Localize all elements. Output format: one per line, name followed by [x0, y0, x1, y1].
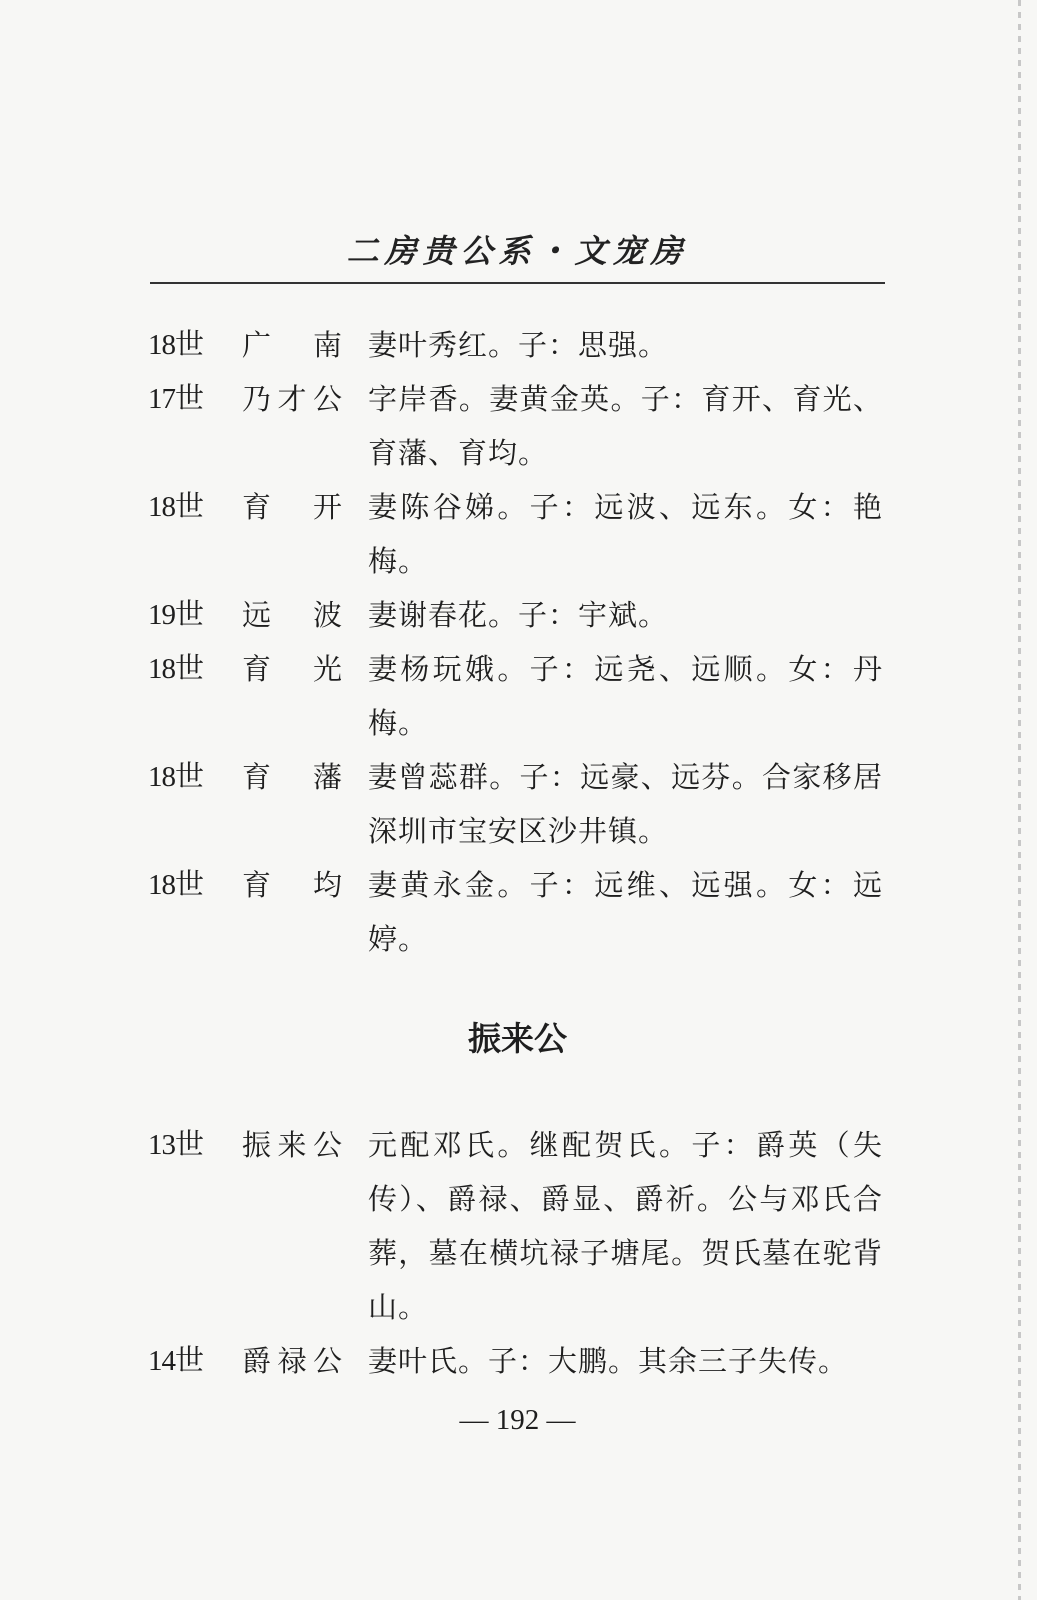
person-name: 爵禄公 — [242, 1344, 342, 1378]
generation-label: 18世 — [148, 869, 204, 901]
genealogy-entry — [148, 372, 888, 480]
entry-description: 妻杨玩娥。子：远尧、远顺。女：丹梅。 — [368, 652, 883, 740]
genealogy-entries-top — [148, 318, 888, 966]
entry-description: 妻曾蕊群。子：远豪、远芬。合家移居深圳市宝安区沙井镇。 — [368, 760, 883, 848]
entry-description: 字岸香。妻黄金英。子：育开、育光、育藩、育均。 — [368, 382, 883, 470]
person-name: 远 波 — [242, 598, 342, 632]
genealogy-entry — [148, 858, 888, 966]
person-name: 乃才公 — [242, 382, 342, 416]
generation-label: 19世 — [148, 599, 204, 631]
entry-description: 妻叶秀红。子：思强。 — [368, 328, 669, 362]
genealogy-entry — [148, 750, 888, 858]
entry-description: 妻陈谷娣。子：远波、远东。女：艳梅。 — [368, 490, 883, 578]
person-name: 育 光 — [242, 652, 342, 686]
section-title: 振来公 — [468, 1019, 567, 1058]
person-name: 育 均 — [242, 868, 342, 902]
person-name: 广 南 — [242, 328, 342, 362]
entry-description: 妻黄永金。子：远维、远强。女：远婷。 — [368, 868, 883, 956]
header-rule — [150, 282, 885, 284]
person-name: 育 开 — [242, 490, 342, 524]
genealogy-entry — [148, 318, 888, 372]
running-header: 二房贵公系・文宠房 — [346, 232, 689, 270]
genealogy-entry — [148, 480, 888, 588]
generation-label: 18世 — [148, 329, 204, 361]
generation-label: 18世 — [148, 491, 204, 523]
generation-label: 13世 — [148, 1129, 204, 1161]
genealogy-entries-bottom — [148, 1118, 888, 1388]
entry-description: 妻谢春花。子：宇斌。 — [368, 598, 669, 632]
generation-label: 14世 — [148, 1345, 204, 1377]
genealogy-entry — [148, 1334, 888, 1388]
generation-label: 17世 — [148, 383, 204, 415]
generation-label: 18世 — [148, 761, 204, 793]
genealogy-entry — [148, 588, 888, 642]
entry-description: 元配邓氏。继配贺氏。子：爵英（失传）、爵禄、爵显、爵祈。公与邓氏合葬，墓在横坑禄子塘尾。贺氏墓在驼背山。 — [368, 1128, 883, 1324]
entry-description: 妻叶氏。子：大鹏。其余三子失传。 — [368, 1344, 849, 1378]
generation-label: 18世 — [148, 653, 204, 685]
scan-edge-mark — [1018, 0, 1021, 1600]
genealogy-entry — [148, 1118, 888, 1334]
genealogy-entry — [148, 642, 888, 750]
person-name: 振来公 — [242, 1128, 342, 1162]
page-number: — 192 — — [459, 1404, 576, 1436]
person-name: 育 藩 — [242, 760, 342, 794]
